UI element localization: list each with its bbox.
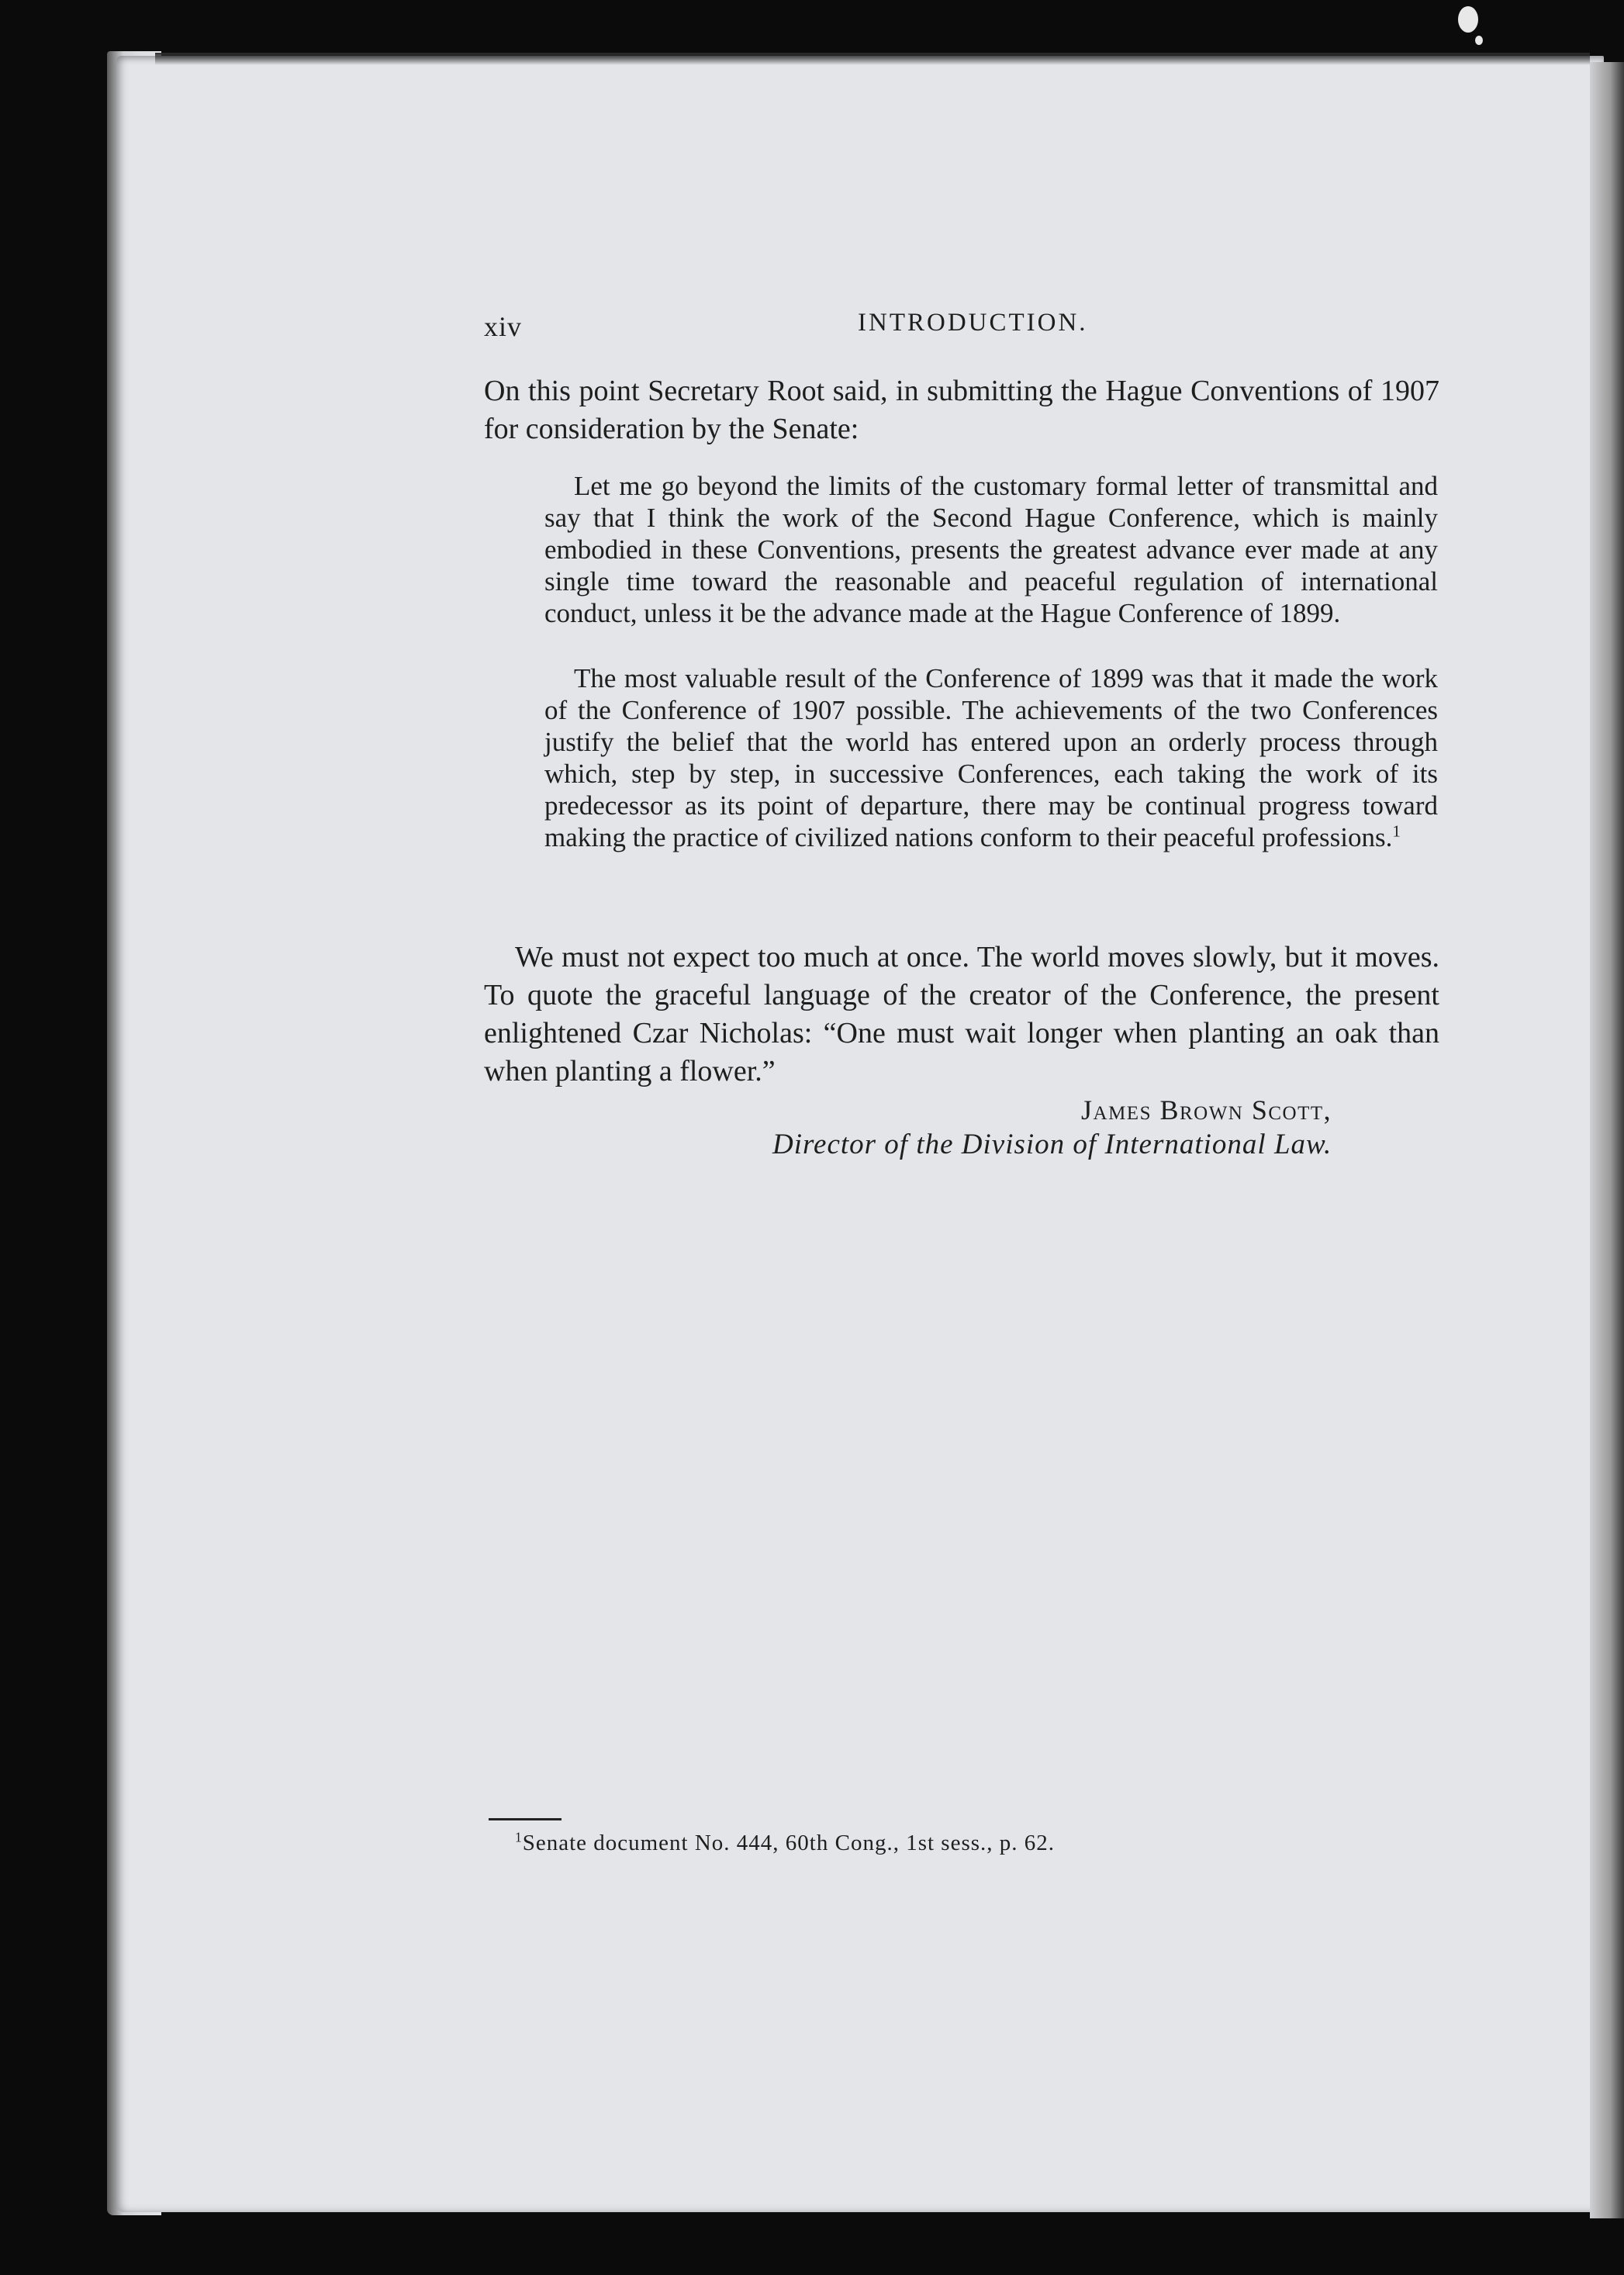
block-quote-paragraph-2-text: The most valuable result of the Conference of 1899 was that it made the work of the Conference of 1907 possible. The achievements of the two Conferences justify the belief that the world has entered upon an orderly process through which, step by step, in successive Conferences, each taking the work of its predecessor as its point of departure, there may be continual progress toward making the practice of civilized nations conform to their peaceful professions. xyxy=(544,663,1438,852)
footnote-text: Senate document No. 444, 60th Cong., 1st sess., p. 62. xyxy=(522,1831,1056,1855)
footnote-marker: 1 xyxy=(515,1829,523,1845)
signature-title: Director of the Division of International Law. xyxy=(772,1129,1332,1160)
block-quote-paragraph-1: Let me go beyond the limits of the customary formal letter of transmittal and say that I think the work of the Second Hague Conference, which is mainly embodied in these Conventions, presents the greatest advance ever made at any single time toward the reasonable and peaceful regulation of international conduct, unless it be the advance made at the Hague Conference of 1899. xyxy=(544,471,1438,628)
intro-paragraph: On this point Secretary Root said, in submitting the Hague Conventions of 1907 for consideration by the Senate: xyxy=(484,375,1439,445)
footnote xyxy=(515,1831,1055,1856)
block-quote-paragraph-2 xyxy=(544,662,1438,853)
page-edge-right xyxy=(1590,62,1624,2218)
running-head xyxy=(484,310,1439,349)
page-top-shadow xyxy=(155,53,1590,65)
scan-speck xyxy=(1458,6,1478,33)
signature-name: James Brown Scott, xyxy=(1081,1094,1332,1125)
scan-speck xyxy=(1475,36,1483,45)
page-number: xiv xyxy=(484,311,523,342)
footnote-reference: 1 xyxy=(1392,821,1401,841)
running-head-title: INTRODUCTION. xyxy=(858,309,1088,337)
closing-paragraph: We must not expect too much at once. The world moves slowly, but it moves. To quote the graceful language of the creator of the Conference, the present enlightened Czar Nicholas: “One must wait longer when planting an oak than when planting a flower.” xyxy=(484,941,1439,1087)
footnote-rule xyxy=(489,1818,561,1820)
